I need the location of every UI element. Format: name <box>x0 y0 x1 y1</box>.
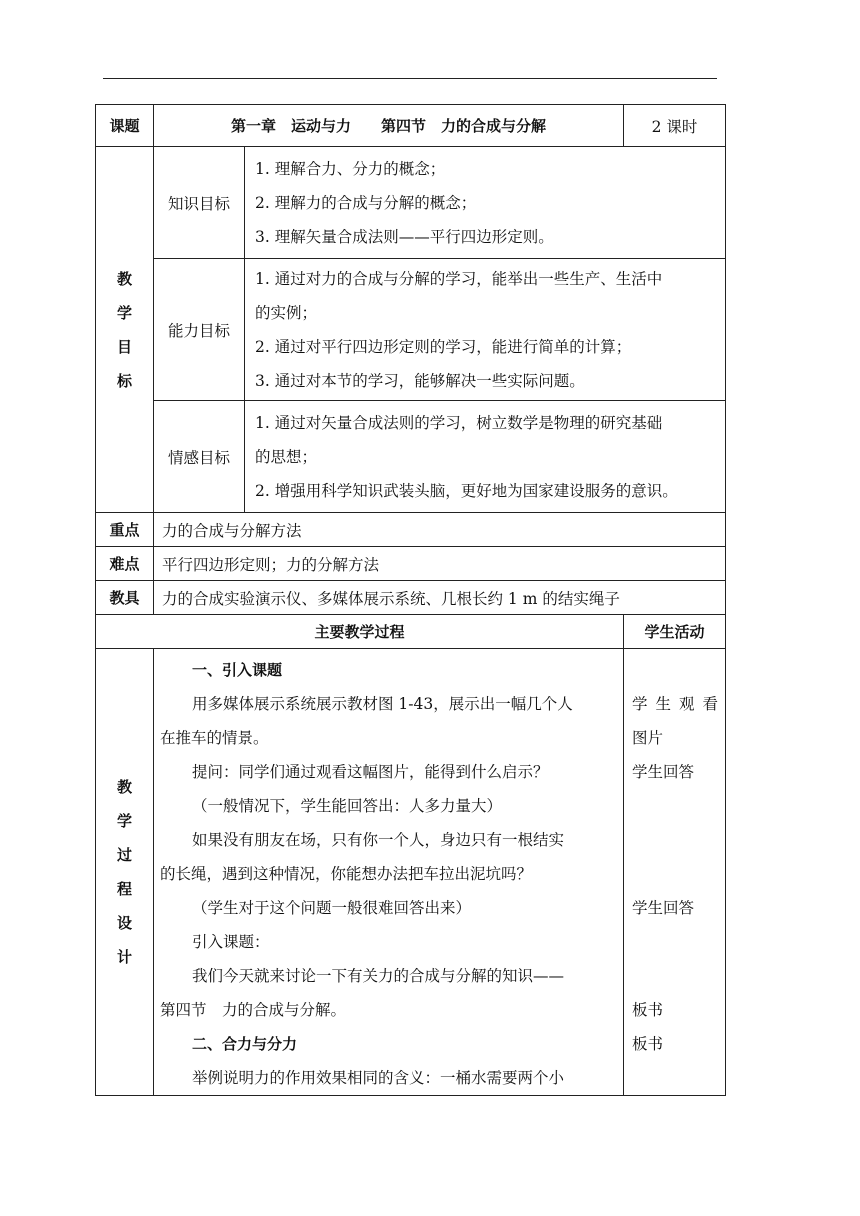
difficulty-label: 难点 <box>96 547 154 581</box>
knowledge-objective-label: 知识目标 <box>154 147 245 259</box>
section-heading: 一、引入课题 <box>192 661 283 679</box>
list-item: 1. 理解合力、分力的概念； <box>255 159 446 178</box>
process-section-label: 教 学 过 程 设 计 <box>96 649 154 1096</box>
paragraph-line: 如果没有朋友在场，只有你一个人，身边只有一根结实 <box>192 831 565 849</box>
paragraph-line: 的长绳，遇到这种情况，你能想办法把车拉出泥坑吗？ <box>160 865 533 883</box>
paragraph-line: 引入课题： <box>192 933 270 951</box>
activity-line <box>632 653 719 687</box>
paragraph-line: 提问：同学们通过观看这幅图片，能得到什么启示？ <box>192 763 549 781</box>
activity-line <box>632 925 719 959</box>
main-process-header: 主要教学过程 <box>96 615 624 649</box>
activity-line: 图片 <box>632 729 664 747</box>
activity-line: 板书 <box>632 1035 664 1053</box>
header-rule <box>103 78 717 79</box>
paragraph-line: （一般情况下，学生能回答出：人多力量大） <box>192 797 503 815</box>
paragraph-line: 在推车的情景。 <box>160 729 269 747</box>
key-point-label: 重点 <box>96 513 154 547</box>
activity-line <box>632 857 719 891</box>
paragraph-line: （学生对于这个问题一般很难回答出来） <box>192 899 472 917</box>
paragraph-line: 我们今天就来讨论一下有关力的合成与分解的知识—— <box>192 967 565 985</box>
topic-title: 第一章 运动与力 第四节 力的合成与分解 <box>154 105 624 147</box>
process-content <box>154 649 624 1096</box>
section-heading: 二、合力与分力 <box>192 1035 298 1053</box>
activity-line: 板书 <box>632 1001 664 1019</box>
knowledge-objective-list <box>245 147 726 259</box>
emotion-objective-label: 情感目标 <box>154 401 245 513</box>
activity-line <box>632 959 719 993</box>
key-point-value: 力的合成与分解方法 <box>154 513 726 547</box>
student-activity-header: 学生活动 <box>624 615 726 649</box>
paragraph-line: 第四节 力的合成与分解。 <box>160 1001 347 1019</box>
activity-line <box>632 823 719 857</box>
list-item: 的思想； <box>255 447 318 466</box>
list-item: 3. 理解矢量合成法则——平行四边形定则。 <box>255 227 554 246</box>
difficulty-value: 平行四边形定则；力的分解方法 <box>154 547 726 581</box>
lesson-plan-table <box>95 104 726 1096</box>
activity-line: 学生回答 <box>632 899 695 917</box>
activity-line: 学生观看 <box>632 695 727 713</box>
list-item: 1. 通过对矢量合成法则的学习，树立数学是物理的研究基础 <box>255 413 663 432</box>
list-item: 2. 通过对平行四边形定则的学习，能进行简单的计算； <box>255 337 632 356</box>
paragraph-line: 举例说明力的作用效果相同的含义：一桶水需要两个小 <box>192 1069 565 1087</box>
topic-label: 课题 <box>96 105 154 147</box>
paragraph-line: 用多媒体展示系统展示教材图 1-43，展示出一幅几个人 <box>192 695 573 713</box>
activity-line: 学生回答 <box>632 763 695 781</box>
student-activity-column <box>624 649 726 1096</box>
ability-objective-label: 能力目标 <box>154 259 245 401</box>
tools-label: 教具 <box>96 581 154 615</box>
objectives-section-label: 教 学 目 标 <box>96 147 154 513</box>
activity-line <box>632 1061 719 1095</box>
list-item: 1. 通过对力的合成与分解的学习，能举出一些生产、生活中 <box>255 269 663 288</box>
tools-value: 力的合成实验演示仪、多媒体展示系统、几根长约 1 m 的结实绳子 <box>154 581 726 615</box>
list-item: 2. 理解力的合成与分解的概念； <box>255 193 477 212</box>
activity-line <box>632 789 719 823</box>
list-item: 3. 通过对本节的学习，能够解决一些实际问题。 <box>255 371 585 390</box>
emotion-objective-list <box>245 401 726 513</box>
list-item: 2. 增强用科学知识武装头脑，更好地为国家建设服务的意识。 <box>255 481 678 500</box>
list-item: 的实例； <box>255 303 318 322</box>
class-hours: 2 课时 <box>624 105 726 147</box>
ability-objective-list <box>245 259 726 401</box>
